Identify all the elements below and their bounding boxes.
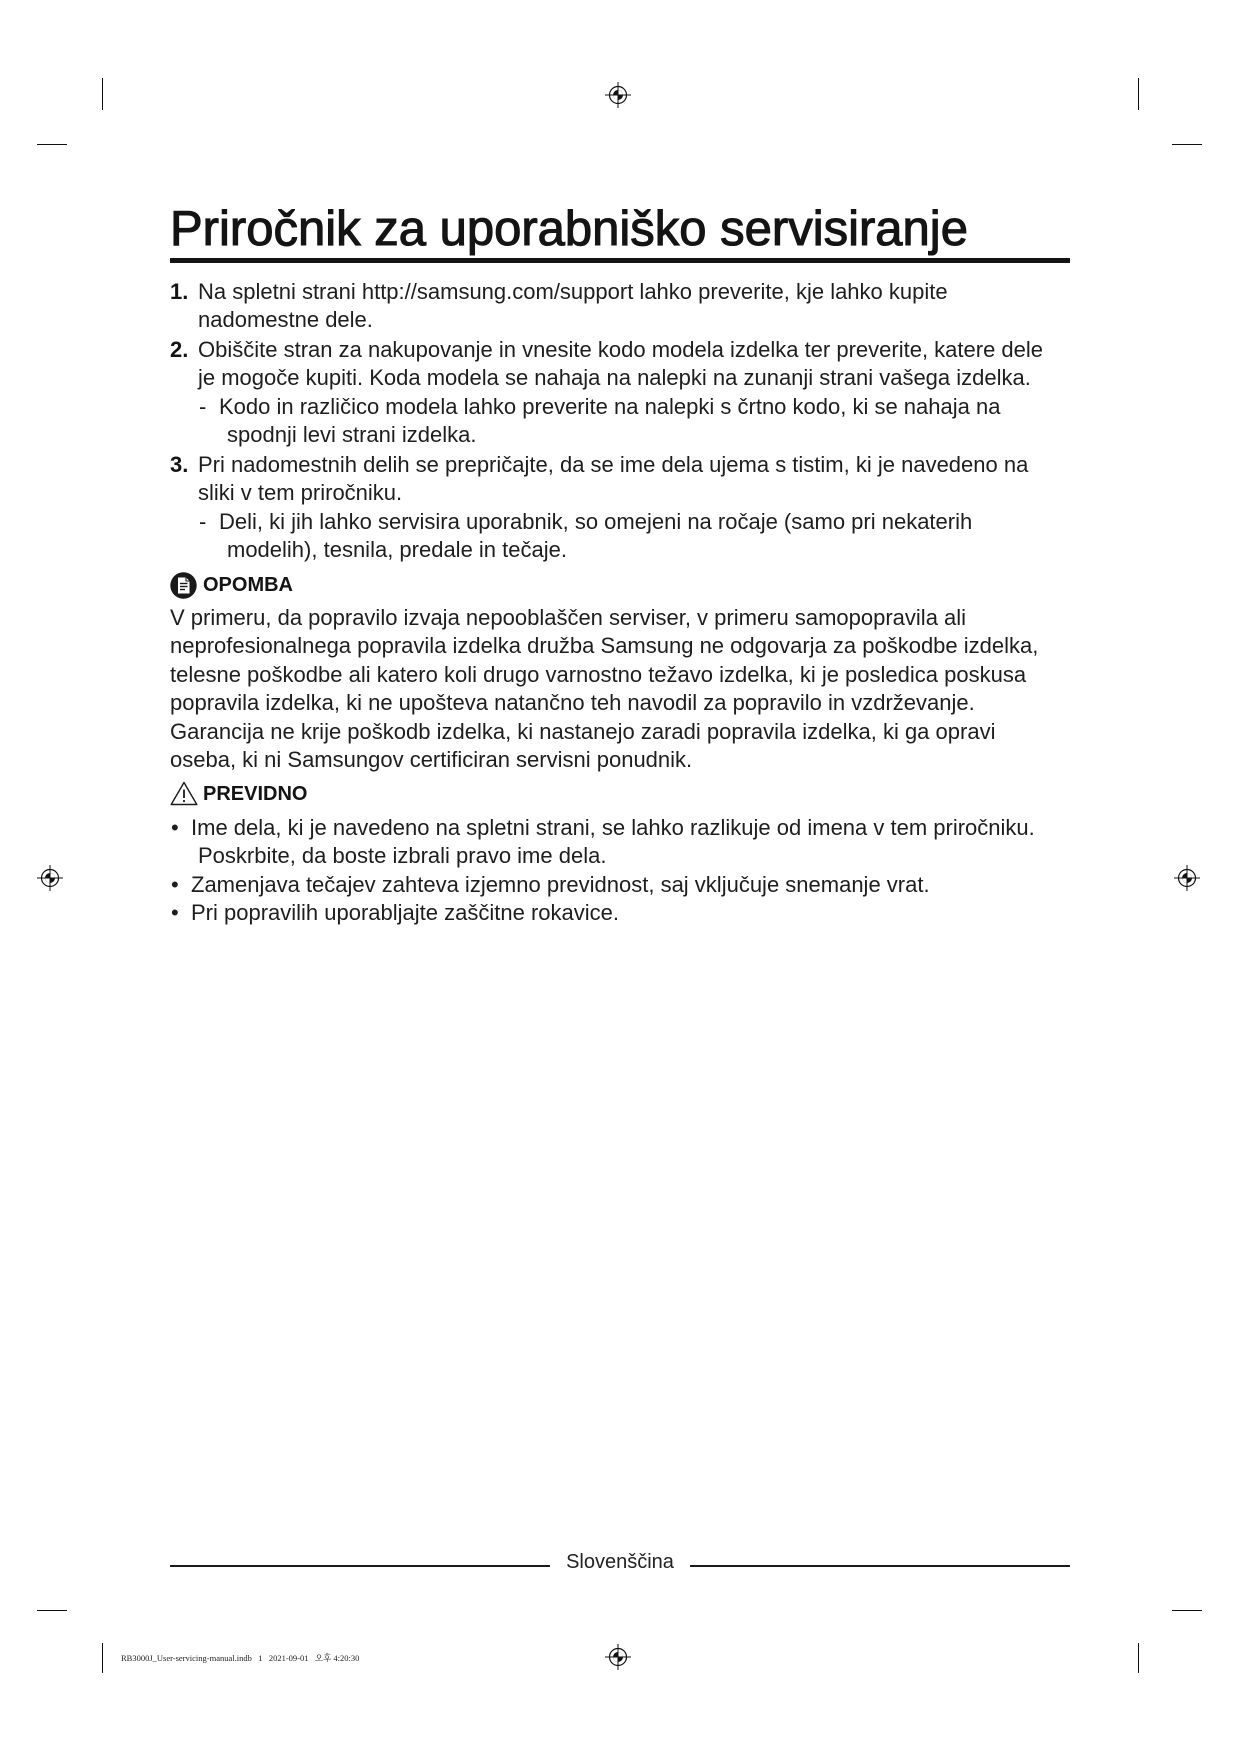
bullet-marker: • xyxy=(171,900,179,926)
crop-mark xyxy=(1138,78,1139,110)
note-label: OPOMBA xyxy=(203,574,293,596)
note-text-line: neprofesionalnega popravila izdelka družba Samsung ne odgovarja za poškodbe izdelka, xyxy=(170,633,1039,659)
bullet-text-line: Zamenjava tečajev zahteva izjemno previdnost, saj vključuje snemanje vrat. xyxy=(191,871,930,897)
crop-mark xyxy=(102,78,103,110)
title-rule xyxy=(170,258,1070,263)
bullet-text-line: Pri popravilih uporabljajte zaščitne rokavice. xyxy=(191,900,619,926)
step-text-line: sliki v tem priročniku. xyxy=(198,480,403,506)
step-number: 1. xyxy=(170,279,189,304)
sub-item-text-line: modelih), tesnila, predale in tečaje. xyxy=(227,537,567,563)
crop-mark xyxy=(1172,144,1202,145)
sub-item-text-line: spodnji levi strani izdelka. xyxy=(227,422,477,448)
caution-label: PREVIDNO xyxy=(203,783,308,805)
note-icon xyxy=(170,572,197,599)
bullet-text-line: Ime dela, ki je navedeno na spletni strani, se lahko razlikuje od imena v tem priročniku. xyxy=(191,815,1035,840)
sub-item-text-line: Kodo in različico modela lahko preverite na nalepki s črtno kodo, ki se nahaja na xyxy=(219,393,1001,419)
note-text-line: Garancija ne krije poškodb izdelka, ki nastanejo zaradi popravila izdelka, ki ga opravi xyxy=(170,718,996,744)
step-number: 3. xyxy=(170,452,189,477)
crop-mark xyxy=(1172,1610,1202,1611)
step-text-line: Pri nadomestnih delih se prepričajte, da se ime dela ujema s tistim, ki je navedeno na xyxy=(198,452,1029,477)
registration-mark-icon xyxy=(605,1644,631,1670)
footer-rule-right xyxy=(690,1565,1070,1567)
step-text-line: Obiščite stran za nakupovanje in vnesite kodo modela izdelka ter preverite, katere dele xyxy=(198,337,1044,362)
page-title: Priročnik za uporabniško servisiranje xyxy=(170,202,968,256)
sub-item-marker: - xyxy=(199,508,207,534)
step-text-line: nadomestne dele. xyxy=(198,307,373,333)
step-text-line: je mogoče kupiti. Koda modela se nahaja na nalepki na zunanji strani vašega izdelka. xyxy=(198,365,1031,391)
bullet-marker: • xyxy=(171,815,179,840)
crop-mark xyxy=(37,144,67,145)
sub-item-text-line: Deli, ki jih lahko servisira uporabnik, so omejeni na ročaje (samo pri nekaterih xyxy=(219,508,973,534)
registration-mark-icon xyxy=(1174,865,1200,891)
registration-mark-icon xyxy=(605,82,631,108)
note-text-line: popravila izdelka, ki ne upošteva natančno teh navodil za popravilo in vzdrževanje. xyxy=(170,690,975,716)
footer-language: Slovenščina xyxy=(566,1551,674,1573)
bullet-marker: • xyxy=(171,871,179,897)
note-text-line: oseba, ki ni Samsungov certificiran servisni ponudnik. xyxy=(170,747,693,772)
crop-mark xyxy=(1138,1643,1139,1673)
sub-item-marker: - xyxy=(199,393,207,419)
print-info: RB3000J_User-servicing-manual.indb 1 2021-09-01 오후 4:20:30 xyxy=(121,1653,360,1663)
note-text-line: telesne poškodbe ali katero koli drugo varnostno težavo izdelka, ki je posledica poskusa xyxy=(170,661,1027,687)
bullet-text-line: Poskrbite, da boste izbrali pravo ime dela. xyxy=(198,843,607,869)
footer-rule-left xyxy=(170,1565,550,1567)
step-number: 2. xyxy=(170,337,189,362)
crop-mark xyxy=(37,1610,67,1611)
step-text-line: Na spletni strani http://samsung.com/support lahko preverite, kje lahko kupite xyxy=(198,279,948,304)
registration-mark-icon xyxy=(37,865,63,891)
note-text-line: V primeru, da popravilo izvaja nepooblaščen serviser, v primeru samopopravila ali xyxy=(170,605,967,630)
crop-mark xyxy=(102,1643,103,1673)
warning-triangle-icon xyxy=(170,781,198,806)
